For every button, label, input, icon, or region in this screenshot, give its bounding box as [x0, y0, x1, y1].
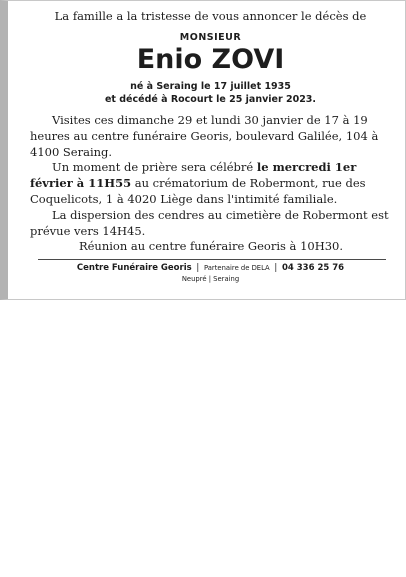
funeral-home-footer — [16, 263, 405, 285]
notice-body — [30, 113, 392, 255]
funeral-home-name: Centre Funéraire Georis — [76, 263, 192, 273]
intro-text: La famille a la tristesse de vous annoncer le décès de — [54, 9, 367, 23]
prayer-text-end: au crématorium de Robermont, rue des Coquelicots, 1 à 4020 Liège dans l'intimité familiale. — [30, 176, 366, 206]
honorific: MONSIEUR — [179, 32, 242, 43]
funeral-home-locations: Neupré | Seraing — [181, 275, 240, 283]
phone-number: 04 336 25 76 — [281, 263, 345, 273]
prayer-date-time: le mercredi 1er février à 11H55 — [30, 160, 357, 191]
meeting-paragraph: Réunion au centre funéraire Georis à 10H30. — [78, 239, 344, 254]
prayer-paragraph — [30, 160, 392, 207]
separator: | — [274, 263, 278, 273]
separator: | — [196, 263, 200, 273]
ashes-paragraph: La dispersion des cendres au cimetière de Robermont est prévue vers 14H45. — [30, 207, 389, 238]
birth-death-dates — [16, 80, 405, 106]
prayer-text-start: Un moment de prière sera célébré — [52, 160, 257, 175]
death-line: et décédé à Rocourt le 25 janvier 2023. — [104, 94, 317, 105]
partner-text: Partenaire de DELA — [203, 264, 270, 272]
divider — [38, 259, 386, 260]
visits-paragraph: Visites ces dimanche 29 et lundi 30 janvier de 17 à 19 heures au centre funéraire Georis, boulevard Galilée, 104 à 4100 Seraing. — [30, 113, 379, 159]
deceased-name: Enio ZOVI — [136, 44, 285, 75]
birth-line: né à Seraing le 17 juillet 1935 — [130, 81, 291, 92]
